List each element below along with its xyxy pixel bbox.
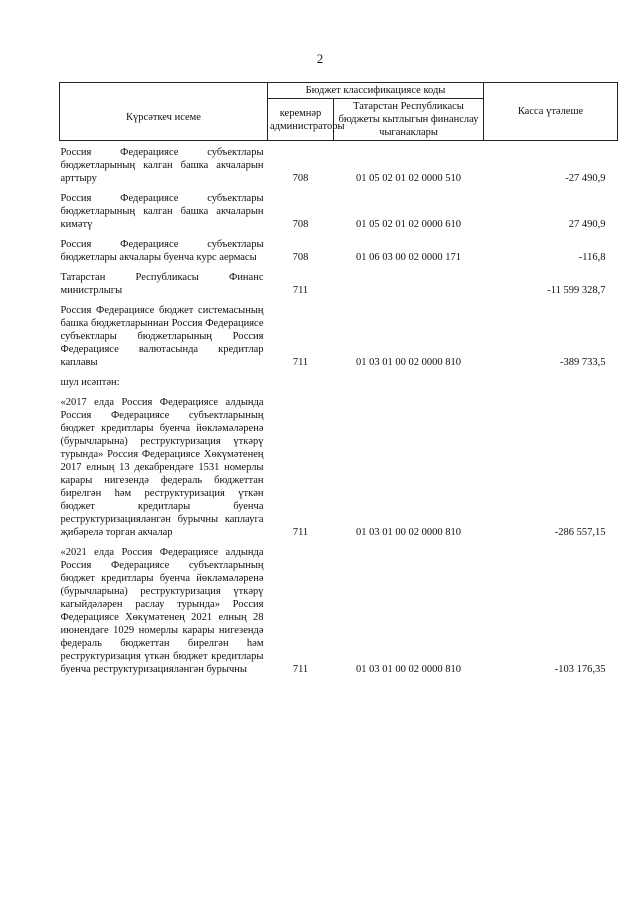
row-name: Татарстан Республикасы Финанс министрлыгы (60, 272, 264, 296)
row-budget-code: 01 03 01 00 02 0000 810 (356, 357, 461, 368)
row-amount: -27 490,9 (565, 173, 606, 184)
row-admin-code: 711 (292, 357, 309, 368)
row-budget-code: 01 05 02 01 02 0000 610 (356, 219, 461, 230)
table-row (60, 541, 618, 678)
row-amount: -11 599 328,7 (547, 285, 606, 296)
row-name: Россия Федерациясе субъектлары бюджетларының калган башка акчаларын кимәтү (60, 193, 264, 230)
including-label: шул исәптән: (60, 377, 120, 388)
row-admin-code: 711 (292, 527, 309, 538)
row-name: Россия Федерациясе субъектлары бюджетлары акчалары буенча курс аермасы (60, 239, 264, 263)
row-admin-code: 708 (292, 252, 309, 263)
row-amount: -389 733,5 (560, 357, 606, 368)
header-indicator-name: Күрсәткеч исеме (60, 83, 268, 141)
row-admin-code: 708 (292, 173, 309, 184)
page-number: 2 (316, 51, 324, 66)
table-row-note (60, 371, 618, 391)
table-row (60, 233, 618, 266)
row-amount: -103 176,35 (554, 664, 606, 675)
row-amount: -286 557,15 (554, 527, 606, 538)
row-name: «2017 елда Россия Федерациясе алдында Россия Федерациясе субъектларының бюджет кредитлары буенча йөкләмәләренә (бурычларына) реструктуризация үткәрү турында» Россия Федерациясе Хөкүмәтенең 2017 елның 13 декабрендәге 1531 номерлы карары нигезендә федераль бюджеттан бирелгән һәм реструктуризация үткән бюджет кредитлары буенча реструктуризацияләнгән бурычны каплауга җибәрелә торган акчалар (60, 397, 264, 538)
header-source-code: Татарстан Республикасы бюджеты кытлыгын финанслау чыганаклары (334, 99, 484, 141)
table-row (60, 266, 618, 299)
row-admin-code: 711 (292, 285, 309, 296)
row-name: Россия Федерациясе бюджет системасының башка бюджетларыннан Россия Федерациясе субъектлары бюджетларының Россия Федерациясе валютасында кредитлар каплавы (60, 305, 264, 368)
row-budget-code (334, 266, 484, 299)
row-budget-code: 01 03 01 00 02 0000 810 (356, 664, 461, 675)
row-admin-code: 708 (292, 219, 309, 230)
row-budget-code: 01 06 03 00 02 0000 171 (356, 252, 461, 263)
row-budget-code: 01 05 02 01 02 0000 510 (356, 173, 461, 184)
header-cash-execution: Касса үтәлеше (484, 83, 618, 141)
row-name: Россия Федерациясе субъектлары бюджетларының калган башка акчаларын арттыру (60, 147, 264, 184)
row-amount: -116,8 (578, 252, 606, 263)
budget-table (59, 82, 618, 678)
header-budget-classification: Бюджет классификациясе коды (268, 83, 484, 99)
row-amount: 27 490,9 (568, 219, 606, 230)
row-name: «2021 елда Россия Федерациясе алдында Россия Федерациясе субъектларының бюджет кредитлары буенча йөкләмәләренә (бурычларына) реструктуризация үткәрү кагыйдәләрен раслау турында» Россия Федерациясе Хөкүмәтенең 2021 елның 28 июнендәге 1029 номерлы карары нигезендә федераль бюджеттан бирелгән һәм реструктуризация үткән бюджет кредитлары буенча реструктуризацияләнгән бурычны (60, 547, 264, 675)
table-row (60, 141, 618, 188)
row-budget-code: 01 03 01 00 02 0000 810 (356, 527, 461, 538)
table-row (60, 187, 618, 233)
header-admin-code: керемнәр администраторы (268, 99, 334, 141)
table-row (60, 299, 618, 371)
row-admin-code: 711 (292, 664, 309, 675)
table-row (60, 391, 618, 541)
